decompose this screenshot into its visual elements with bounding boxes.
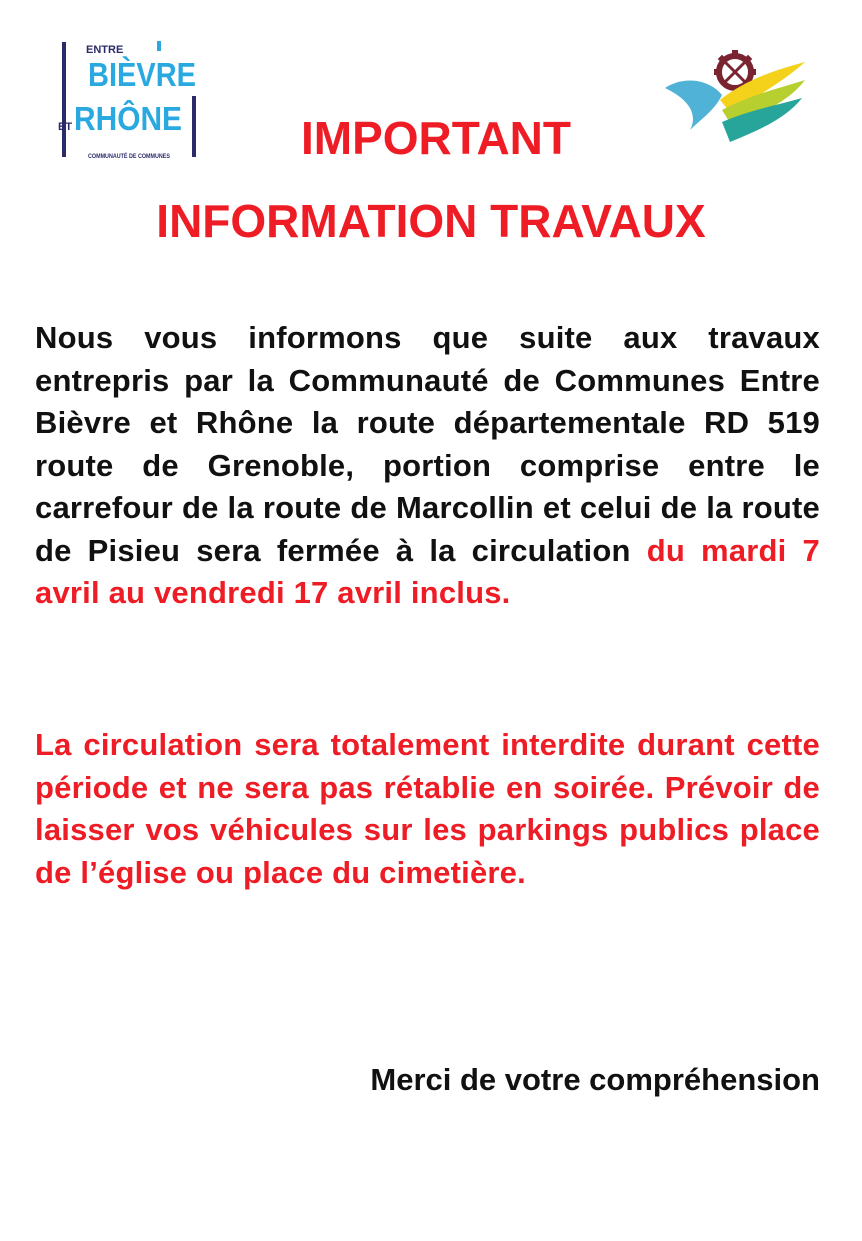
title-important: IMPORTANT: [300, 112, 571, 164]
traffic-warning-paragraph: La circulation sera totalement interdite durant cette période et ne sera pas rétablie en soirée. Prévoir de laisser vos véhicules sur les parkings publics place de l’église ou place du cimetière.: [35, 727, 820, 890]
logo-word-entre: ENTRE: [86, 44, 124, 56]
logo-word-bievre: BIÈVRE: [88, 56, 196, 93]
logo-tagline: COMMUNAUTÉ DE COMMUNES: [88, 153, 187, 160]
logo-accent-mark: [157, 41, 161, 51]
title-block: [0, 110, 862, 249]
logo-word-et: ET: [58, 121, 73, 133]
notice-paragraph: [35, 317, 820, 615]
logo-word-rhone: RHÔNE: [74, 100, 194, 137]
closure-dates: du mardi 7 avril au vendredi 17 avril inclus.: [35, 532, 820, 610]
title-information-travaux: INFORMATION TRAVAUX: [156, 195, 706, 247]
closing-thanks: Merci de votre compréhension: [370, 1062, 820, 1097]
notice-text: Nous vous informons que suite aux travaux entrepris par la Communauté de Communes Entre Bièvre et Rhône la route départementale RD 519 route de Grenoble, portion comprise entre le carrefour de la route de Marcollin et celui de la route de Pisieu sera fermée à la circulation: [35, 320, 820, 568]
